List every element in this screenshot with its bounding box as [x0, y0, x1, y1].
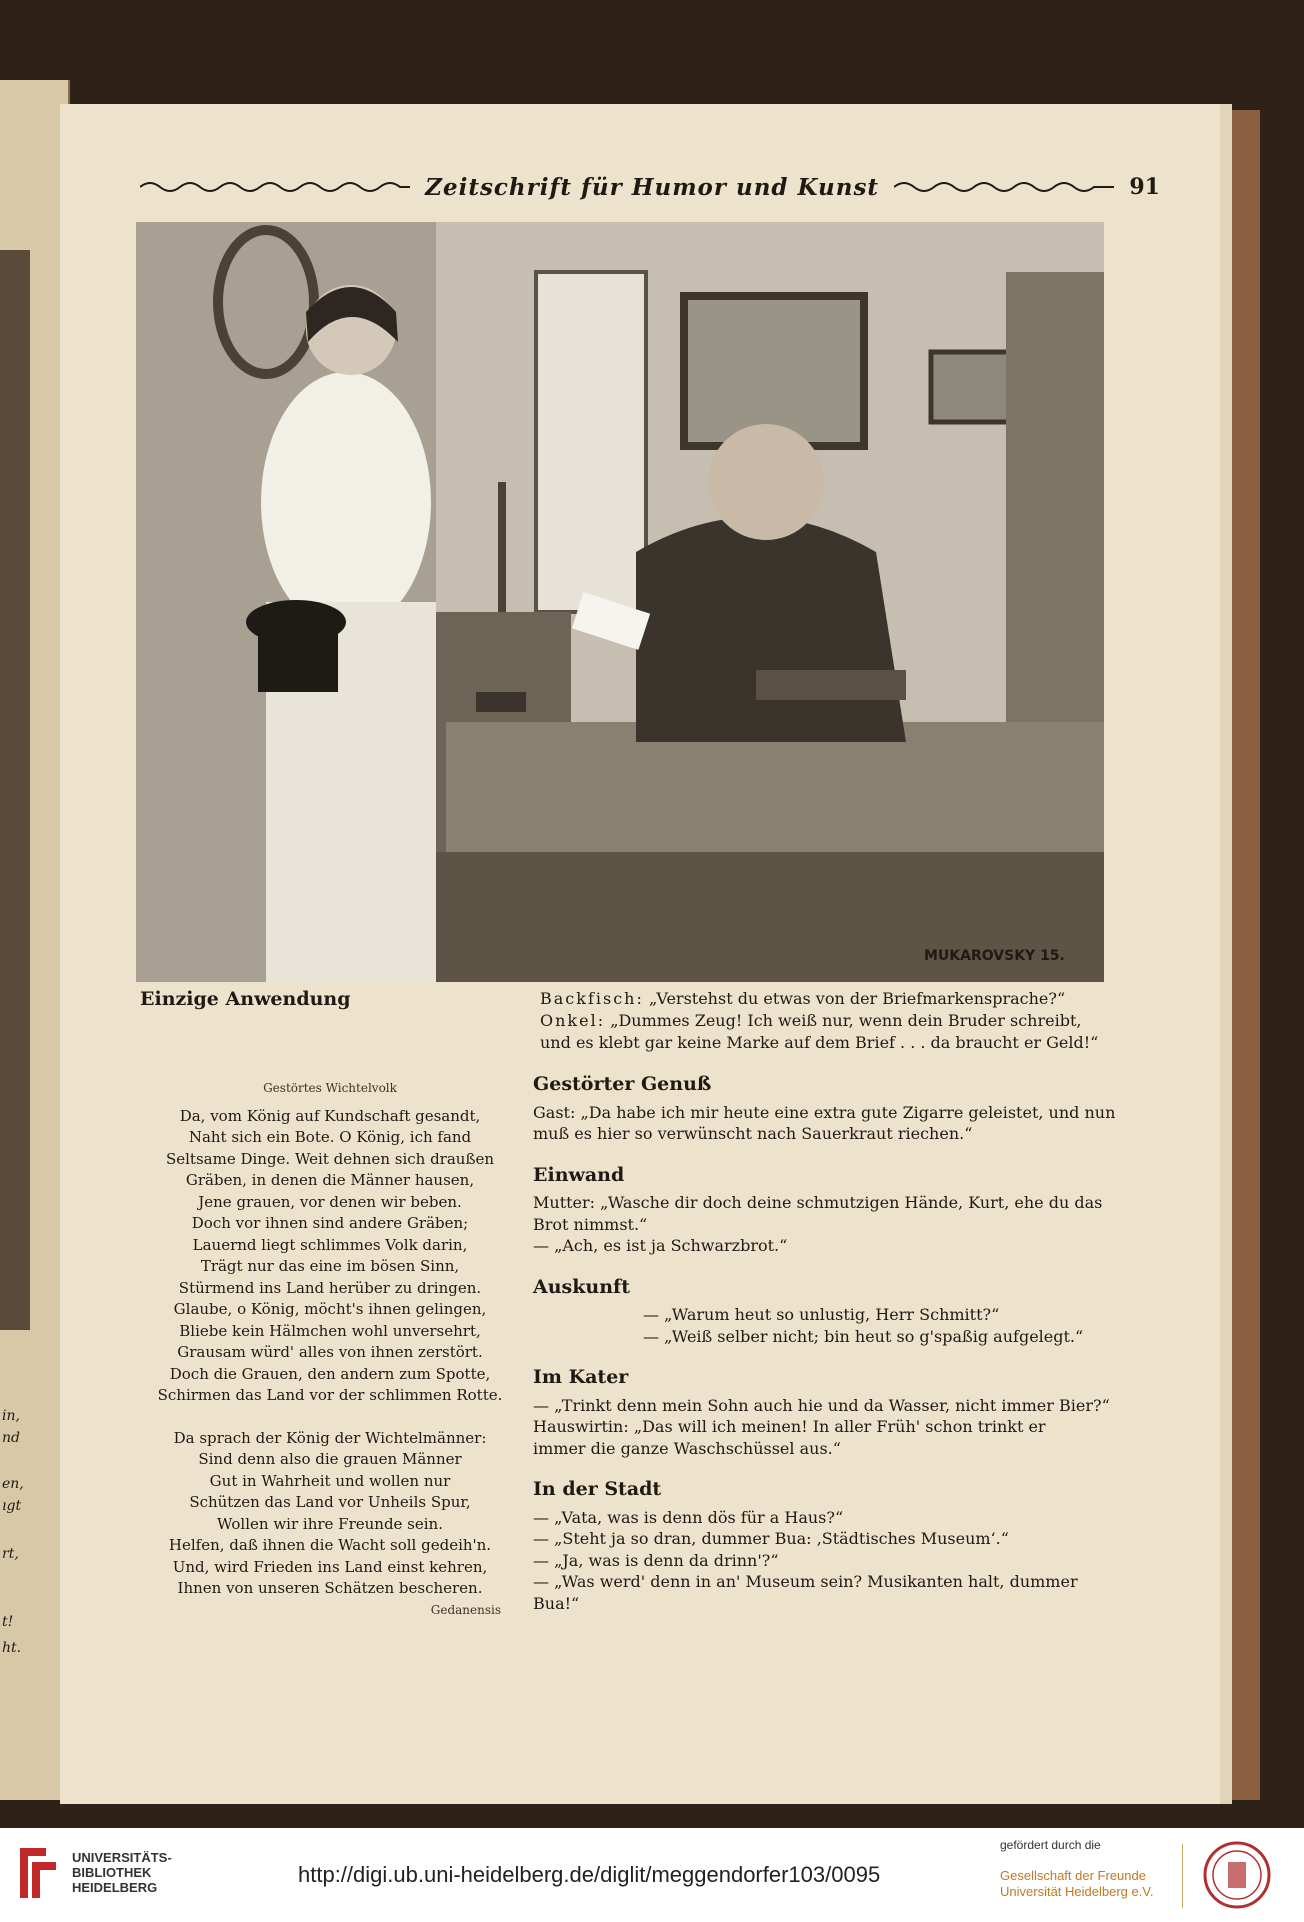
poem: [145, 1078, 515, 1621]
left-page-illustration-strip: [0, 250, 30, 1330]
section-text: „Da habe ich mir heute eine extra gute Zigarre geleistet, und nun: [580, 1102, 1116, 1122]
speaker-label: Onkel:: [540, 1011, 606, 1030]
section-auskunft: [533, 1277, 1123, 1348]
poem-line: Helfen, daß ihnen die Wacht soll gedeih'n.: [168, 1536, 492, 1554]
sponsor-name-line: Gesellschaft der Freunde: [1000, 1868, 1146, 1883]
jokes-column: [533, 1074, 1123, 1634]
magazine-page: [60, 104, 1220, 1804]
section-text: — „Warum heut so unlustig, Herr Schmitt?“: [643, 1305, 1000, 1324]
section-einwand: [533, 1165, 1123, 1257]
poem-line: Wollen wir ihre Freunde sein.: [216, 1514, 443, 1533]
sponsor-name: [1000, 1868, 1153, 1900]
poem-title: Gestörtes Wichtelvolk: [263, 1081, 397, 1095]
window: [536, 272, 646, 612]
section-text: — „Ja, was is denn da drinn'?“: [533, 1550, 779, 1570]
left-page-fragment: ht.: [2, 1640, 22, 1656]
poem-line: Doch die Grauen, den andern zum Spotte,: [169, 1364, 491, 1383]
speaker-label: Hauswirtin:: [533, 1417, 629, 1436]
small-painting: [931, 352, 1011, 422]
page-number: 91: [1129, 174, 1160, 200]
section-text: immer die ganze Waschschüssel aus.“: [533, 1438, 841, 1458]
ornament-left-icon: [140, 179, 410, 195]
dialog-text: und es klebt gar keine Marke auf dem Brief . . . da braucht er Geld!“: [540, 1033, 1099, 1052]
poem-line: Schützen das Land vor Unheils Spur,: [189, 1493, 471, 1511]
left-page-fragment: t!: [2, 1614, 14, 1630]
illustration: [136, 222, 1104, 982]
poem-line: Sind denn also die grauen Männer: [198, 1450, 462, 1468]
woman-blouse: [261, 372, 431, 632]
left-page-fragment: rt,: [2, 1546, 19, 1562]
inkwell: [476, 692, 526, 712]
viewer-footer: [0, 1828, 1304, 1922]
left-page-fragment: in,: [2, 1408, 20, 1424]
landscape-painting: [684, 296, 864, 446]
poem-line: Doch vor ihnen sind andere Gräben;: [191, 1214, 469, 1232]
poem-line: Grausam würd' alles von ihnen zerstört.: [177, 1343, 483, 1361]
top-hat-crown: [258, 622, 338, 692]
caption-title: Einzige Anwendung: [140, 988, 351, 1010]
section-genuss: [533, 1074, 1123, 1145]
poem-line: Und, wird Frieden ins Land einst kehren,: [172, 1557, 488, 1576]
section-text: „Wasche dir doch deine schmutzigen Hände, Kurt, ehe du das: [600, 1193, 1103, 1212]
section-title: Auskunft: [533, 1275, 630, 1298]
speaker-label: Gast:: [533, 1102, 576, 1122]
ornament-right-icon: [894, 179, 1114, 195]
section-text: — „Was werd' denn in an' Museum sein? Musikanten halt, dummer Bua!“: [533, 1572, 1078, 1613]
university-logo-icon: [14, 1842, 62, 1904]
university-seal-icon: [1202, 1840, 1272, 1910]
left-page-fragment: ıgt: [2, 1498, 22, 1514]
poem-line: Da sprach der König der Wichtelmänner:: [173, 1428, 487, 1447]
poem-signature: Gedanensis: [430, 1602, 501, 1617]
university-name-line: HEIDELBERG: [72, 1880, 158, 1895]
poem-line: Schirmen das Land vor der schlimmen Rotte.: [157, 1386, 503, 1404]
poem-line: Seltsame Dinge. Weit dehnen sich draußen: [165, 1149, 494, 1168]
permalink-url[interactable]: http://digi.ub.uni-heidelberg.de/diglit/meggendorfer103/0095: [298, 1862, 881, 1887]
sponsor-name-line: Universität Heidelberg e.V.: [1000, 1884, 1154, 1899]
poem-line: Jene grauen, vor denen wir beben.: [198, 1192, 462, 1211]
section-text: — „Vata, was is denn dös für a Haus?“: [533, 1507, 844, 1527]
man-head: [708, 424, 824, 540]
section-text: — „Trinkt denn mein Sohn auch hie und da Wasser, nicht immer Bier?“: [533, 1395, 1110, 1415]
university-name-line: UNIVERSITÄTS-: [72, 1850, 172, 1865]
speaker-label: Mutter:: [533, 1193, 596, 1212]
poem-line: Bliebe kein Hälmchen wohl unversehrt,: [179, 1321, 481, 1340]
dialog-text: „Verstehst du etwas von der Briefmarkensprache?“: [648, 989, 1066, 1008]
caption-dialog: [540, 988, 1120, 1054]
poem-line: Glaube, o König, möcht's ihnen gelingen,: [173, 1300, 487, 1318]
poem-line: Da, vom König auf Kundschaft gesandt,: [179, 1106, 481, 1125]
section-text: — „Ach, es ist ja Schwarzbrot.“: [533, 1236, 788, 1255]
university-name: [72, 1850, 172, 1895]
poem-line: Ihnen von unseren Schätzen bescheren.: [177, 1579, 483, 1597]
section-text: — „Weiß selber nicht; bin heut so g'spaßig aufgelegt.“: [643, 1326, 1084, 1346]
speaker-label: Backfisch:: [540, 989, 644, 1008]
section-title: In der Stadt: [533, 1478, 662, 1500]
poem-line: Gut in Wahrheit und wollen nur: [209, 1471, 451, 1490]
section-text: „Das will ich meinen! In aller Früh' schon trinkt er: [633, 1417, 1046, 1436]
header-title: Zeitschrift für Humor und Kunst: [425, 173, 880, 201]
sponsor-label: gefördert durch die: [1000, 1838, 1101, 1852]
candelabra: [498, 482, 506, 612]
poem-line: Gräben, in denen die Männer hausen,: [185, 1171, 475, 1189]
section-text: — „Steht ja so dran, dummer Bua: ‚Städtisches Museum‘.“: [533, 1529, 1009, 1548]
university-name-line: BIBLIOTHEK: [72, 1865, 152, 1880]
footer-divider: [1182, 1844, 1183, 1908]
section-text: muß es hier so verwünscht nach Sauerkraut riechen.“: [533, 1124, 973, 1143]
dialog-text: „Dummes Zeug! Ich weiß nur, wenn dein Bruder schreibt,: [610, 1011, 1082, 1030]
desk-set: [756, 670, 906, 700]
poem-line: Lauernd liegt schlimmes Volk darin,: [192, 1235, 468, 1254]
poem-line: Naht sich ein Bote. O König, ich fand: [188, 1128, 472, 1146]
book-edge: [1230, 110, 1260, 1800]
left-page-fragment: en,: [2, 1476, 24, 1492]
page-header: [140, 170, 1160, 204]
left-page-fragment: nd: [2, 1430, 20, 1446]
man-jacket: [636, 517, 906, 742]
section-title: Gestörter Genuß: [533, 1073, 712, 1095]
poem-line: Stürmend ins Land herüber zu dringen.: [178, 1278, 482, 1297]
section-title: Im Kater: [533, 1366, 629, 1388]
artist-signature: MUKAROVSKY 15.: [924, 948, 1065, 964]
stanza-break: [145, 1407, 515, 1428]
poem-line: Trägt nur das eine im bösen Sinn,: [200, 1257, 460, 1275]
section-stadt: [533, 1479, 1123, 1614]
section-kater: [533, 1367, 1123, 1459]
section-text: Brot nimmst.“: [533, 1214, 648, 1234]
section-title: Einwand: [533, 1163, 625, 1186]
